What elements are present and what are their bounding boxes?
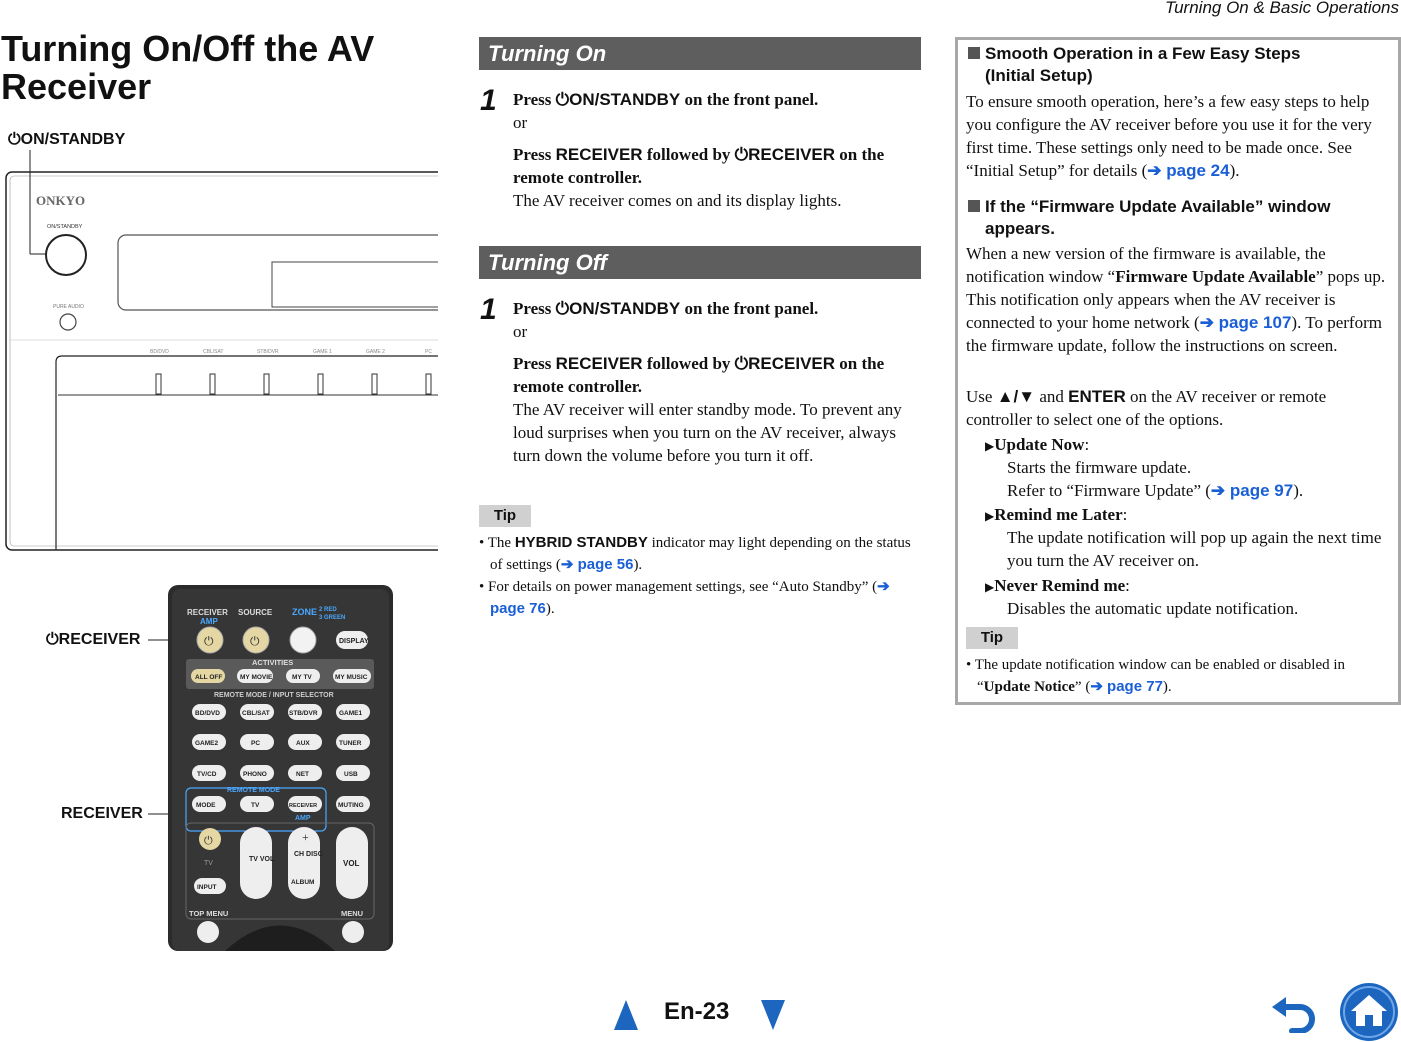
page-link[interactable]: ➔ page 56	[560, 556, 634, 573]
svg-text:PC: PC	[251, 740, 261, 747]
receiver-power-label: ⏻RECEIVER	[46, 631, 141, 648]
svg-text:RECEIVER: RECEIVER	[187, 608, 228, 617]
svg-text:ALBUM: ALBUM	[291, 879, 315, 886]
svg-text:RECEIVER: RECEIVER	[289, 803, 318, 809]
option-never-remind-desc: Disables the automatic update notification.	[1007, 599, 1299, 618]
svg-text:GAME 2: GAME 2	[366, 349, 385, 355]
svg-text:NET: NET	[296, 771, 309, 778]
next-page-icon[interactable]	[761, 1000, 785, 1030]
option-remind-later: ▶Remind me Later:	[985, 505, 1128, 524]
box-paragraph-1: To ensure smooth operation, here’s a few easy steps to help you configure the AV receiver before you use it for the very first time. These settings only need to be made once. See “Initial Setup” for details (➔ page 24).	[966, 92, 1372, 180]
pure-audio-button	[60, 314, 76, 330]
svg-text:MODE: MODE	[196, 802, 216, 809]
svg-text:2 RED: 2 RED	[319, 607, 337, 613]
power-button	[46, 235, 86, 275]
svg-text:REMOTE MODE: REMOTE MODE	[227, 787, 280, 794]
svg-text:PURE AUDIO: PURE AUDIO	[53, 304, 84, 310]
svg-text:ALL OFF: ALL OFF	[195, 674, 223, 681]
svg-text:CBL/SAT: CBL/SAT	[242, 710, 270, 717]
svg-text:REMOTE MODE / INPUT SELECTOR: REMOTE MODE / INPUT SELECTOR	[214, 692, 334, 699]
option-update-now-desc: Starts the firmware update. Refer to “Firmware Update” (➔ page 97).	[1007, 458, 1304, 500]
svg-text:MY TV: MY TV	[292, 674, 312, 681]
svg-text:MY MUSIC: MY MUSIC	[335, 674, 368, 681]
svg-text:TV/CD: TV/CD	[197, 771, 217, 778]
svg-text:GAME2: GAME2	[195, 740, 219, 747]
brand-logo: ONKYO	[36, 193, 86, 208]
svg-text:MY MOVIE: MY MOVIE	[240, 674, 273, 681]
receiver-front-panel	[0, 150, 438, 555]
box-tip-text: • The update notification window can be enabled or disabled in “Update Notice” (➔ page 77).	[966, 657, 1346, 695]
svg-text:+: +	[302, 830, 309, 844]
box-heading-2: If the “Firmware Update Available” window appears.	[968, 196, 1330, 240]
power-icon: ⏻	[8, 131, 21, 148]
step-number: 1	[480, 84, 497, 117]
svg-text:TOP MENU: TOP MENU	[189, 909, 229, 918]
power-icon: ⏻	[46, 631, 59, 648]
page-title: Turning On/Off the AV Receiver	[1, 28, 375, 107]
svg-text:ZONE: ZONE	[292, 607, 318, 617]
svg-text:AMP: AMP	[200, 617, 218, 626]
svg-text:STB/DVR: STB/DVR	[289, 710, 318, 717]
box-paragraph-2: When a new version of the firmware is available, the notification window “Firmware Update Available” pops up. This notification only appears when the AV receiver is connected to your home network (➔ page 107). To perform the firmware update, follow the instructions on screen.	[966, 244, 1386, 355]
svg-text:CBL/SAT: CBL/SAT	[203, 349, 224, 355]
svg-text:CH DISC: CH DISC	[294, 851, 323, 858]
svg-text:MENU: MENU	[341, 909, 364, 918]
svg-text:3 GREEN: 3 GREEN	[319, 615, 346, 621]
section-header: Turning On & Basic Operations	[1164, 0, 1399, 17]
box-heading-1: Smooth Operation in a Few Easy Steps (Initial Setup)	[968, 43, 1301, 87]
svg-text:GAME1: GAME1	[339, 710, 363, 717]
svg-text:⏻: ⏻	[204, 634, 214, 648]
svg-text:VOL: VOL	[343, 859, 360, 868]
svg-text:SOURCE: SOURCE	[238, 608, 273, 617]
svg-text:PC: PC	[425, 349, 432, 355]
box-paragraph-3: Use ▲/▼ and ENTER on the AV receiver or remote controller to select one of the options.	[966, 387, 1327, 429]
svg-text:MUTING: MUTING	[338, 802, 364, 809]
remote-controller	[140, 585, 400, 951]
svg-text:ON/STANDBY: ON/STANDBY	[47, 224, 83, 230]
svg-text:BD/DVD: BD/DVD	[195, 710, 220, 717]
svg-text:PHONO: PHONO	[243, 771, 267, 778]
svg-text:TV VOL: TV VOL	[249, 856, 275, 863]
previous-page-icon[interactable]	[614, 1000, 638, 1030]
home-icon[interactable]	[1339, 982, 1399, 1042]
turning-off-step: Press ⏻ON/STANDBY on the front panel. or Press RECEIVER followed by ⏻RECEIVER on the remote controller. The AV receiver will enter standby mode. To prevent any loud surprises when you turn on the AV receiver, always turn down the volume before you turn it off.	[513, 299, 902, 465]
triangle-bullet-icon: ▶	[985, 509, 995, 523]
page-number: En-23	[664, 998, 730, 1025]
page-link[interactable]: ➔ page 97	[1210, 481, 1294, 500]
svg-text:TV: TV	[204, 860, 213, 867]
triangle-bullet-icon: ▶	[985, 439, 995, 453]
svg-text:ACTIVITIES: ACTIVITIES	[252, 658, 294, 667]
on-standby-label: ⏻ON/STANDBY	[8, 131, 126, 148]
svg-text:TUNER: TUNER	[339, 740, 362, 747]
svg-text:DISPLAY: DISPLAY	[339, 638, 369, 645]
turning-on-heading: Turning On	[479, 37, 921, 70]
receiver-label: RECEIVER	[61, 805, 143, 822]
svg-text:BD/DVD: BD/DVD	[150, 349, 169, 355]
square-bullet-icon	[968, 47, 980, 59]
option-never-remind: ▶Never Remind me:	[985, 576, 1130, 595]
turning-on-step: Press ⏻ON/STANDBY on the front panel. or Press RECEIVER followed by ⏻RECEIVER on the remote controller. The AV receiver comes on and its display lights.	[513, 90, 885, 210]
triangle-bullet-icon: ▶	[985, 580, 995, 594]
tip-list: • The HYBRID STANDBY indicator may light depending on the status of settings (➔ page 56). • For details on power management settings, see “Auto Standby” (➔ page 76).	[479, 534, 911, 617]
svg-text:GAME 1: GAME 1	[313, 349, 332, 355]
turning-off-heading: Turning Off	[479, 246, 921, 279]
svg-text:STB/DVR: STB/DVR	[257, 349, 279, 355]
page-link[interactable]: ➔ page 24	[1147, 161, 1230, 180]
option-remind-later-desc: The update notification will pop up again the next time you turn the AV receiver on.	[1007, 528, 1382, 570]
page-link[interactable]: ➔ page 77	[1090, 678, 1163, 695]
svg-text:USB: USB	[344, 771, 358, 778]
svg-text:AMP: AMP	[295, 815, 311, 822]
page-link[interactable]: ➔ page 107	[1199, 313, 1292, 332]
svg-text:⏻: ⏻	[204, 835, 213, 847]
tip-label: Tip	[966, 627, 1018, 649]
option-update-now: ▶Update Now:	[985, 435, 1090, 454]
svg-text:TV: TV	[251, 802, 260, 809]
tip-label: Tip	[479, 505, 531, 527]
initial-setup-box	[955, 37, 1401, 705]
svg-text:INPUT: INPUT	[197, 884, 217, 891]
svg-text:AUX: AUX	[296, 740, 310, 747]
square-bullet-icon	[968, 200, 980, 212]
back-arrow-icon[interactable]	[1272, 993, 1324, 1033]
svg-text:⏻: ⏻	[250, 634, 260, 648]
page-link[interactable]: ➔ page 76	[490, 578, 890, 617]
step-number: 1	[480, 293, 497, 326]
